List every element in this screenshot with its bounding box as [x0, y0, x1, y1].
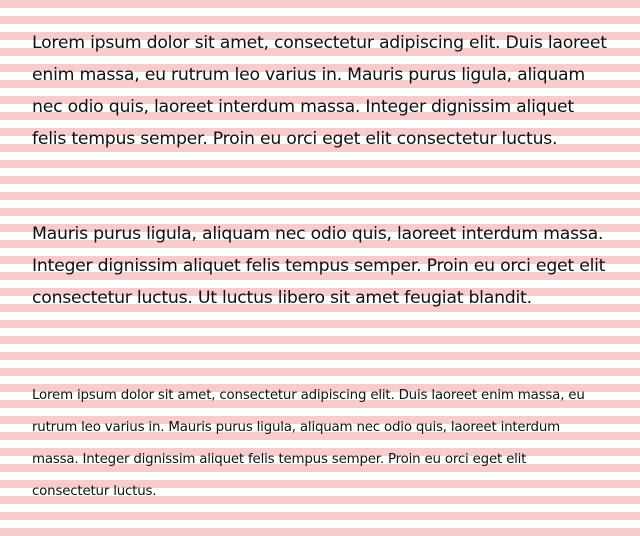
paragraph-large-1: Lorem ipsum dolor sit amet, consectetur adipiscing elit. Duis laoreet enim massa, eu rutrum leo varius in. Mauris purus ligula, aliquam nec odio quis, laoreet interdum massa. Integer dignissim aliquet felis tempus semper. Proin eu orci eget elit consectetur luctus.: [32, 33, 607, 149]
paragraph-small: Lorem ipsum dolor sit amet, consectetur adipiscing elit. Duis laoreet enim massa, eu rutrum leo varius in. Mauris purus ligula, aliquam nec odio quis, laoreet interdum massa. Integer dignissim aliquet felis tempus semper. Proin eu orci eget elit consectetur luctus.: [32, 388, 585, 499]
paragraph-large-2: Mauris purus ligula, aliquam nec odio quis, laoreet interdum massa. Integer dignissim aliquet felis tempus semper. Proin eu orci eget elit consectetur luctus. Ut luctus libero sit amet feugiat blandit.: [32, 224, 606, 308]
